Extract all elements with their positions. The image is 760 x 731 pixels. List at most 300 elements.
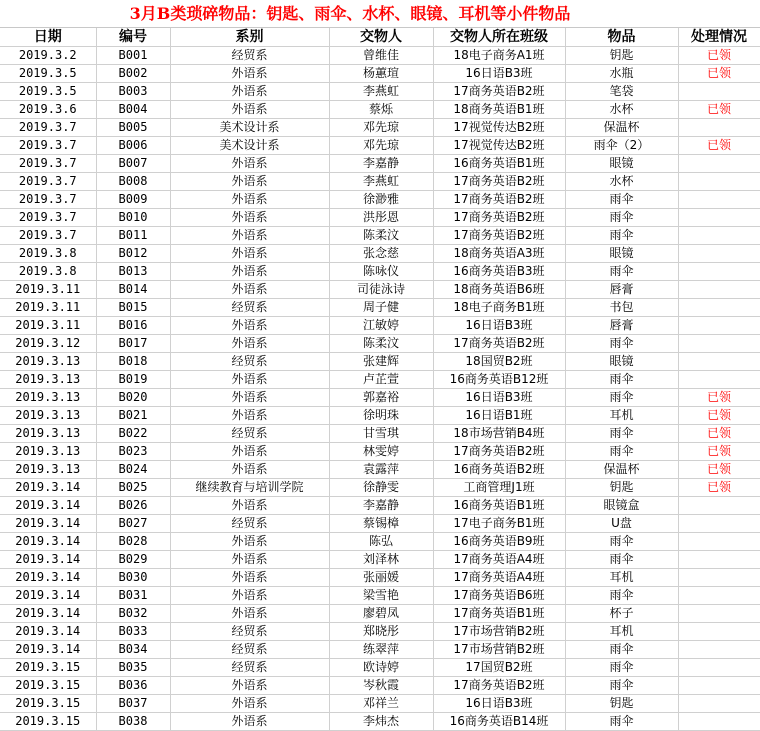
cell-code[interactable]: B035 (96, 659, 170, 677)
table-row (0, 569, 760, 587)
cell-department[interactable]: 外语系 (170, 281, 329, 299)
cell-submitter-class[interactable]: 16日语B1班 (433, 407, 565, 425)
cell-code[interactable]: B019 (96, 371, 170, 389)
cell-department[interactable]: 外语系 (170, 371, 329, 389)
cell-date[interactable]: 2019.3.7 (0, 209, 96, 227)
cell-code[interactable]: B003 (96, 83, 170, 101)
cell-submitter-class[interactable]: 17商务英语B1班 (433, 605, 565, 623)
cell-submitter-class[interactable]: 17视觉传达B2班 (433, 119, 565, 137)
cell-status[interactable] (678, 353, 760, 371)
cell-submitter[interactable]: 郑晓彤 (329, 623, 433, 641)
cell-status[interactable] (678, 641, 760, 659)
cell-code[interactable]: B014 (96, 281, 170, 299)
cell-department[interactable]: 外语系 (170, 605, 329, 623)
cell-date[interactable]: 2019.3.15 (0, 695, 96, 713)
cell-status[interactable] (678, 335, 760, 353)
cell-submitter[interactable]: 郭嘉裕 (329, 389, 433, 407)
cell-date[interactable]: 2019.3.11 (0, 299, 96, 317)
cell-submitter[interactable]: 徐静雯 (329, 479, 433, 497)
cell-item[interactable]: 杯子 (565, 605, 678, 623)
cell-date[interactable]: 2019.3.14 (0, 497, 96, 515)
cell-submitter[interactable]: 廖碧凤 (329, 605, 433, 623)
cell-submitter-class[interactable]: 16日语B3班 (433, 317, 565, 335)
table-row (0, 713, 760, 731)
cell-department[interactable]: 经贸系 (170, 47, 329, 65)
table-row (0, 119, 760, 137)
cell-item[interactable]: 保温杯 (565, 119, 678, 137)
cell-submitter-class[interactable]: 17市场营销B2班 (433, 641, 565, 659)
cell-submitter-class[interactable]: 16商务英语B1班 (433, 497, 565, 515)
cell-code[interactable]: B031 (96, 587, 170, 605)
table-row (0, 659, 760, 677)
cell-date[interactable]: 2019.3.14 (0, 569, 96, 587)
cell-submitter-class[interactable]: 17电子商务B1班 (433, 515, 565, 533)
cell-code[interactable]: B004 (96, 101, 170, 119)
table-row (0, 407, 760, 425)
cell-department[interactable]: 外语系 (170, 263, 329, 281)
header-submitter[interactable]: 交物人 (329, 28, 433, 47)
cell-date[interactable]: 2019.3.14 (0, 479, 96, 497)
cell-item[interactable]: 雨伞 (565, 587, 678, 605)
cell-submitter-class[interactable]: 工商管理J1班 (433, 479, 565, 497)
cell-submitter-class[interactable]: 16日语B3班 (433, 389, 565, 407)
cell-submitter[interactable]: 洪彤恩 (329, 209, 433, 227)
cell-code[interactable]: B024 (96, 461, 170, 479)
cell-department[interactable]: 外语系 (170, 335, 329, 353)
cell-status[interactable]: 已领 (678, 389, 760, 407)
cell-date[interactable]: 2019.3.15 (0, 677, 96, 695)
cell-code[interactable]: B022 (96, 425, 170, 443)
cell-code[interactable]: B038 (96, 713, 170, 731)
cell-date[interactable]: 2019.3.7 (0, 155, 96, 173)
cell-status[interactable]: 已领 (678, 101, 760, 119)
cell-department[interactable]: 外语系 (170, 173, 329, 191)
sheet-title[interactable]: 3月B类琐碎物品：钥匙、雨伞、水杯、眼镜、耳机等小件物品 (0, 0, 760, 28)
table-row (0, 209, 760, 227)
cell-submitter-class[interactable]: 17商务英语B2班 (433, 335, 565, 353)
cell-status[interactable] (678, 299, 760, 317)
cell-submitter[interactable]: 陈咏仪 (329, 263, 433, 281)
cell-submitter-class[interactable]: 18电子商务B1班 (433, 299, 565, 317)
cell-item[interactable]: 钥匙 (565, 47, 678, 65)
cell-date[interactable]: 2019.3.13 (0, 407, 96, 425)
cell-code[interactable]: B013 (96, 263, 170, 281)
cell-code[interactable]: B009 (96, 191, 170, 209)
cell-item[interactable]: 钥匙 (565, 479, 678, 497)
table-row (0, 227, 760, 245)
cell-item[interactable]: 保温杯 (565, 461, 678, 479)
table-row (0, 623, 760, 641)
cell-submitter[interactable]: 袁露萍 (329, 461, 433, 479)
cell-submitter[interactable]: 欧诗婷 (329, 659, 433, 677)
header-status[interactable]: 处理情况 (678, 28, 760, 47)
cell-submitter-class[interactable]: 18商务英语B1班 (433, 101, 565, 119)
table-row (0, 299, 760, 317)
cell-submitter-class[interactable]: 18国贸B2班 (433, 353, 565, 371)
cell-department[interactable]: 外语系 (170, 551, 329, 569)
cell-submitter[interactable]: 林雯婷 (329, 443, 433, 461)
cell-department[interactable]: 外语系 (170, 443, 329, 461)
cell-submitter-class[interactable]: 17市场营销B2班 (433, 623, 565, 641)
cell-code[interactable]: B021 (96, 407, 170, 425)
cell-department[interactable]: 外语系 (170, 101, 329, 119)
cell-department[interactable]: 外语系 (170, 65, 329, 83)
cell-date[interactable]: 2019.3.13 (0, 389, 96, 407)
table-row (0, 137, 760, 155)
cell-submitter-class[interactable]: 17视觉传达B2班 (433, 137, 565, 155)
cell-item[interactable]: 雨伞 (565, 443, 678, 461)
cell-status[interactable] (678, 497, 760, 515)
cell-item[interactable]: 水瓶 (565, 65, 678, 83)
cell-code[interactable]: B036 (96, 677, 170, 695)
cell-status[interactable] (678, 83, 760, 101)
cell-submitter-class[interactable]: 16商务英语B14班 (433, 713, 565, 731)
cell-status[interactable] (678, 605, 760, 623)
table-row (0, 497, 760, 515)
cell-code[interactable]: B011 (96, 227, 170, 245)
cell-department[interactable]: 外语系 (170, 407, 329, 425)
cell-code[interactable]: B032 (96, 605, 170, 623)
cell-code[interactable]: B026 (96, 497, 170, 515)
cell-code[interactable]: B012 (96, 245, 170, 263)
cell-submitter-class[interactable]: 17商务英语B2班 (433, 227, 565, 245)
cell-code[interactable]: B001 (96, 47, 170, 65)
cell-date[interactable]: 2019.3.14 (0, 623, 96, 641)
cell-date[interactable]: 2019.3.2 (0, 47, 96, 65)
cell-submitter[interactable]: 李嘉静 (329, 155, 433, 173)
cell-department[interactable]: 美术设计系 (170, 119, 329, 137)
cell-submitter-class[interactable]: 18商务英语A3班 (433, 245, 565, 263)
table-row (0, 101, 760, 119)
cell-status[interactable] (678, 119, 760, 137)
cell-submitter[interactable]: 甘雪琪 (329, 425, 433, 443)
cell-status[interactable] (678, 173, 760, 191)
cell-date[interactable]: 2019.3.6 (0, 101, 96, 119)
cell-department[interactable]: 经贸系 (170, 641, 329, 659)
cell-item[interactable]: 耳机 (565, 623, 678, 641)
cell-date[interactable]: 2019.3.14 (0, 515, 96, 533)
cell-date[interactable]: 2019.3.7 (0, 191, 96, 209)
cell-submitter[interactable]: 司徒泳诗 (329, 281, 433, 299)
cell-status[interactable]: 已领 (678, 479, 760, 497)
cell-code[interactable]: B023 (96, 443, 170, 461)
cell-item[interactable]: 水杯 (565, 173, 678, 191)
cell-status[interactable] (678, 155, 760, 173)
cell-status[interactable] (678, 263, 760, 281)
cell-status[interactable] (678, 695, 760, 713)
cell-submitter[interactable]: 练翠萍 (329, 641, 433, 659)
cell-department[interactable]: 外语系 (170, 533, 329, 551)
table-row (0, 47, 760, 65)
cell-code[interactable]: B030 (96, 569, 170, 587)
cell-date[interactable]: 2019.3.5 (0, 83, 96, 101)
cell-code[interactable]: B006 (96, 137, 170, 155)
cell-department[interactable]: 经贸系 (170, 353, 329, 371)
cell-submitter-class[interactable]: 16商务英语B12班 (433, 371, 565, 389)
cell-item[interactable]: 雨伞（2） (565, 137, 678, 155)
cell-status[interactable]: 已领 (678, 461, 760, 479)
cell-submitter[interactable]: 岑秋霞 (329, 677, 433, 695)
cell-status[interactable]: 已领 (678, 47, 760, 65)
table-body (0, 47, 760, 731)
cell-item[interactable]: 书包 (565, 299, 678, 317)
cell-item[interactable]: 唇膏 (565, 317, 678, 335)
cell-submitter[interactable]: 李炜杰 (329, 713, 433, 731)
cell-department[interactable]: 外语系 (170, 677, 329, 695)
cell-submitter-class[interactable]: 16商务英语B9班 (433, 533, 565, 551)
cell-status[interactable]: 已领 (678, 425, 760, 443)
cell-submitter[interactable]: 刘泽林 (329, 551, 433, 569)
cell-department[interactable]: 继续教育与培训学院 (170, 479, 329, 497)
cell-submitter[interactable]: 杨蕙瑄 (329, 65, 433, 83)
cell-submitter[interactable]: 曾维佳 (329, 47, 433, 65)
cell-submitter[interactable]: 蔡烁 (329, 101, 433, 119)
cell-code[interactable]: B020 (96, 389, 170, 407)
cell-submitter[interactable]: 徐明珠 (329, 407, 433, 425)
cell-date[interactable]: 2019.3.13 (0, 353, 96, 371)
cell-submitter-class[interactable]: 17商务英语B2班 (433, 677, 565, 695)
table-row (0, 515, 760, 533)
cell-item[interactable]: 雨伞 (565, 425, 678, 443)
cell-status[interactable] (678, 587, 760, 605)
cell-item[interactable]: 雨伞 (565, 389, 678, 407)
cell-submitter[interactable]: 江敏婷 (329, 317, 433, 335)
cell-submitter[interactable]: 邓先琼 (329, 137, 433, 155)
cell-status[interactable] (678, 191, 760, 209)
lost-items-table (0, 28, 760, 731)
cell-submitter[interactable]: 周子健 (329, 299, 433, 317)
cell-date[interactable]: 2019.3.14 (0, 587, 96, 605)
cell-status[interactable] (678, 533, 760, 551)
cell-submitter-class[interactable]: 18市场营销B4班 (433, 425, 565, 443)
cell-status[interactable] (678, 551, 760, 569)
cell-item[interactable]: 雨伞 (565, 533, 678, 551)
cell-item[interactable]: 雨伞 (565, 209, 678, 227)
cell-date[interactable]: 2019.3.7 (0, 137, 96, 155)
cell-status[interactable] (678, 623, 760, 641)
cell-department[interactable]: 外语系 (170, 191, 329, 209)
cell-department[interactable]: 经贸系 (170, 659, 329, 677)
cell-code[interactable]: B033 (96, 623, 170, 641)
cell-submitter[interactable]: 陈柔汶 (329, 227, 433, 245)
cell-item[interactable]: 耳机 (565, 569, 678, 587)
cell-code[interactable]: B018 (96, 353, 170, 371)
cell-department[interactable]: 外语系 (170, 209, 329, 227)
cell-submitter-class[interactable]: 16商务英语B2班 (433, 461, 565, 479)
cell-date[interactable]: 2019.3.8 (0, 245, 96, 263)
cell-status[interactable] (678, 713, 760, 731)
cell-submitter[interactable]: 邓祥兰 (329, 695, 433, 713)
cell-submitter-class[interactable]: 17商务英语B6班 (433, 587, 565, 605)
table-row (0, 587, 760, 605)
cell-item[interactable]: 雨伞 (565, 659, 678, 677)
cell-date[interactable]: 2019.3.5 (0, 65, 96, 83)
cell-submitter-class[interactable]: 17商务英语B2班 (433, 173, 565, 191)
cell-date[interactable]: 2019.3.13 (0, 425, 96, 443)
cell-date[interactable]: 2019.3.13 (0, 461, 96, 479)
cell-submitter-class[interactable]: 16商务英语B1班 (433, 155, 565, 173)
table-row (0, 173, 760, 191)
cell-code[interactable]: B037 (96, 695, 170, 713)
cell-submitter[interactable]: 张建辉 (329, 353, 433, 371)
cell-status[interactable] (678, 245, 760, 263)
cell-date[interactable]: 2019.3.15 (0, 713, 96, 731)
cell-date[interactable]: 2019.3.14 (0, 533, 96, 551)
cell-submitter[interactable]: 张念慈 (329, 245, 433, 263)
cell-date[interactable]: 2019.3.12 (0, 335, 96, 353)
cell-status[interactable] (678, 677, 760, 695)
cell-submitter[interactable]: 李燕虹 (329, 173, 433, 191)
cell-submitter-class[interactable]: 17商务英语B2班 (433, 83, 565, 101)
cell-code[interactable]: B010 (96, 209, 170, 227)
cell-status[interactable] (678, 515, 760, 533)
cell-code[interactable]: B016 (96, 317, 170, 335)
cell-date[interactable]: 2019.3.13 (0, 443, 96, 461)
cell-department[interactable]: 外语系 (170, 461, 329, 479)
cell-department[interactable]: 外语系 (170, 245, 329, 263)
cell-code[interactable]: B017 (96, 335, 170, 353)
cell-department[interactable]: 外语系 (170, 497, 329, 515)
cell-status[interactable]: 已领 (678, 65, 760, 83)
cell-date[interactable]: 2019.3.11 (0, 281, 96, 299)
cell-code[interactable]: B008 (96, 173, 170, 191)
cell-date[interactable]: 2019.3.14 (0, 551, 96, 569)
cell-department[interactable]: 经贸系 (170, 425, 329, 443)
cell-code[interactable]: B034 (96, 641, 170, 659)
cell-date[interactable]: 2019.3.8 (0, 263, 96, 281)
header-code[interactable]: 编号 (96, 28, 170, 47)
cell-status[interactable] (678, 371, 760, 389)
cell-item[interactable]: 钥匙 (565, 695, 678, 713)
cell-date[interactable]: 2019.3.15 (0, 659, 96, 677)
cell-item[interactable]: 雨伞 (565, 641, 678, 659)
cell-item[interactable]: 雨伞 (565, 371, 678, 389)
header-submitter-class[interactable]: 交物人所在班级 (433, 28, 565, 47)
cell-department[interactable]: 外语系 (170, 83, 329, 101)
header-row (0, 28, 760, 47)
cell-code[interactable]: B002 (96, 65, 170, 83)
cell-submitter[interactable]: 陈柔汶 (329, 335, 433, 353)
cell-date[interactable]: 2019.3.14 (0, 641, 96, 659)
cell-status[interactable]: 已领 (678, 407, 760, 425)
cell-item[interactable]: 水杯 (565, 101, 678, 119)
cell-date[interactable]: 2019.3.13 (0, 371, 96, 389)
cell-submitter[interactable]: 蔡锡樟 (329, 515, 433, 533)
table-row (0, 65, 760, 83)
header-item[interactable]: 物品 (565, 28, 678, 47)
table-row (0, 443, 760, 461)
cell-department[interactable]: 外语系 (170, 227, 329, 245)
cell-item[interactable]: 眼镜 (565, 353, 678, 371)
cell-submitter[interactable]: 李嘉静 (329, 497, 433, 515)
cell-code[interactable]: B015 (96, 299, 170, 317)
cell-submitter[interactable]: 邓先琼 (329, 119, 433, 137)
cell-submitter-class[interactable]: 16日语B3班 (433, 695, 565, 713)
cell-code[interactable]: B027 (96, 515, 170, 533)
cell-date[interactable]: 2019.3.7 (0, 227, 96, 245)
cell-submitter-class[interactable]: 17国贸B2班 (433, 659, 565, 677)
cell-item[interactable]: 雨伞 (565, 551, 678, 569)
cell-code[interactable]: B005 (96, 119, 170, 137)
header-department[interactable]: 系别 (170, 28, 329, 47)
cell-department[interactable]: 经贸系 (170, 515, 329, 533)
cell-submitter[interactable]: 徐渺雅 (329, 191, 433, 209)
cell-department[interactable]: 外语系 (170, 569, 329, 587)
cell-submitter[interactable]: 张丽媛 (329, 569, 433, 587)
cell-item[interactable]: 笔袋 (565, 83, 678, 101)
cell-submitter[interactable]: 卢芷萱 (329, 371, 433, 389)
cell-item[interactable]: 雨伞 (565, 191, 678, 209)
cell-status[interactable] (678, 659, 760, 677)
cell-department[interactable]: 外语系 (170, 695, 329, 713)
cell-submitter[interactable]: 梁雪艳 (329, 587, 433, 605)
cell-department[interactable]: 外语系 (170, 155, 329, 173)
table-row (0, 191, 760, 209)
cell-code[interactable]: B007 (96, 155, 170, 173)
cell-submitter-class[interactable]: 17商务英语B2班 (433, 443, 565, 461)
cell-status[interactable] (678, 227, 760, 245)
header-date[interactable]: 日期 (0, 28, 96, 47)
cell-date[interactable]: 2019.3.7 (0, 173, 96, 191)
cell-item[interactable]: 眼镜盒 (565, 497, 678, 515)
cell-submitter-class[interactable]: 17商务英语A4班 (433, 551, 565, 569)
cell-code[interactable]: B025 (96, 479, 170, 497)
cell-submitter-class[interactable]: 16商务英语B3班 (433, 263, 565, 281)
cell-submitter-class[interactable]: 17商务英语B2班 (433, 209, 565, 227)
cell-status[interactable] (678, 317, 760, 335)
cell-item[interactable]: U盘 (565, 515, 678, 533)
cell-department[interactable]: 经贸系 (170, 623, 329, 641)
cell-submitter-class[interactable]: 18电子商务A1班 (433, 47, 565, 65)
cell-department[interactable]: 美术设计系 (170, 137, 329, 155)
cell-item[interactable]: 眼镜 (565, 245, 678, 263)
cell-submitter-class[interactable]: 17商务英语A4班 (433, 569, 565, 587)
table-row (0, 83, 760, 101)
table-row (0, 695, 760, 713)
cell-submitter[interactable]: 李燕虹 (329, 83, 433, 101)
cell-department[interactable]: 外语系 (170, 389, 329, 407)
cell-status[interactable] (678, 209, 760, 227)
cell-status[interactable] (678, 569, 760, 587)
cell-status[interactable]: 已领 (678, 443, 760, 461)
cell-submitter[interactable]: 陈弘 (329, 533, 433, 551)
cell-submitter-class[interactable]: 17商务英语B2班 (433, 191, 565, 209)
cell-submitter-class[interactable]: 18商务英语B6班 (433, 281, 565, 299)
cell-date[interactable]: 2019.3.11 (0, 317, 96, 335)
cell-code[interactable]: B028 (96, 533, 170, 551)
cell-item[interactable]: 唇膏 (565, 281, 678, 299)
cell-item[interactable]: 雨伞 (565, 263, 678, 281)
cell-submitter-class[interactable]: 16日语B3班 (433, 65, 565, 83)
cell-department[interactable]: 外语系 (170, 317, 329, 335)
table-row (0, 461, 760, 479)
cell-item[interactable]: 雨伞 (565, 677, 678, 695)
cell-department[interactable]: 外语系 (170, 713, 329, 731)
cell-date[interactable]: 2019.3.14 (0, 605, 96, 623)
cell-item[interactable]: 雨伞 (565, 227, 678, 245)
cell-item[interactable]: 雨伞 (565, 335, 678, 353)
cell-item[interactable]: 眼镜 (565, 155, 678, 173)
cell-date[interactable]: 2019.3.7 (0, 119, 96, 137)
cell-item[interactable]: 雨伞 (565, 713, 678, 731)
cell-code[interactable]: B029 (96, 551, 170, 569)
cell-item[interactable]: 耳机 (565, 407, 678, 425)
table-row (0, 641, 760, 659)
cell-department[interactable]: 经贸系 (170, 299, 329, 317)
cell-department[interactable]: 外语系 (170, 587, 329, 605)
cell-status[interactable] (678, 281, 760, 299)
cell-status[interactable]: 已领 (678, 137, 760, 155)
